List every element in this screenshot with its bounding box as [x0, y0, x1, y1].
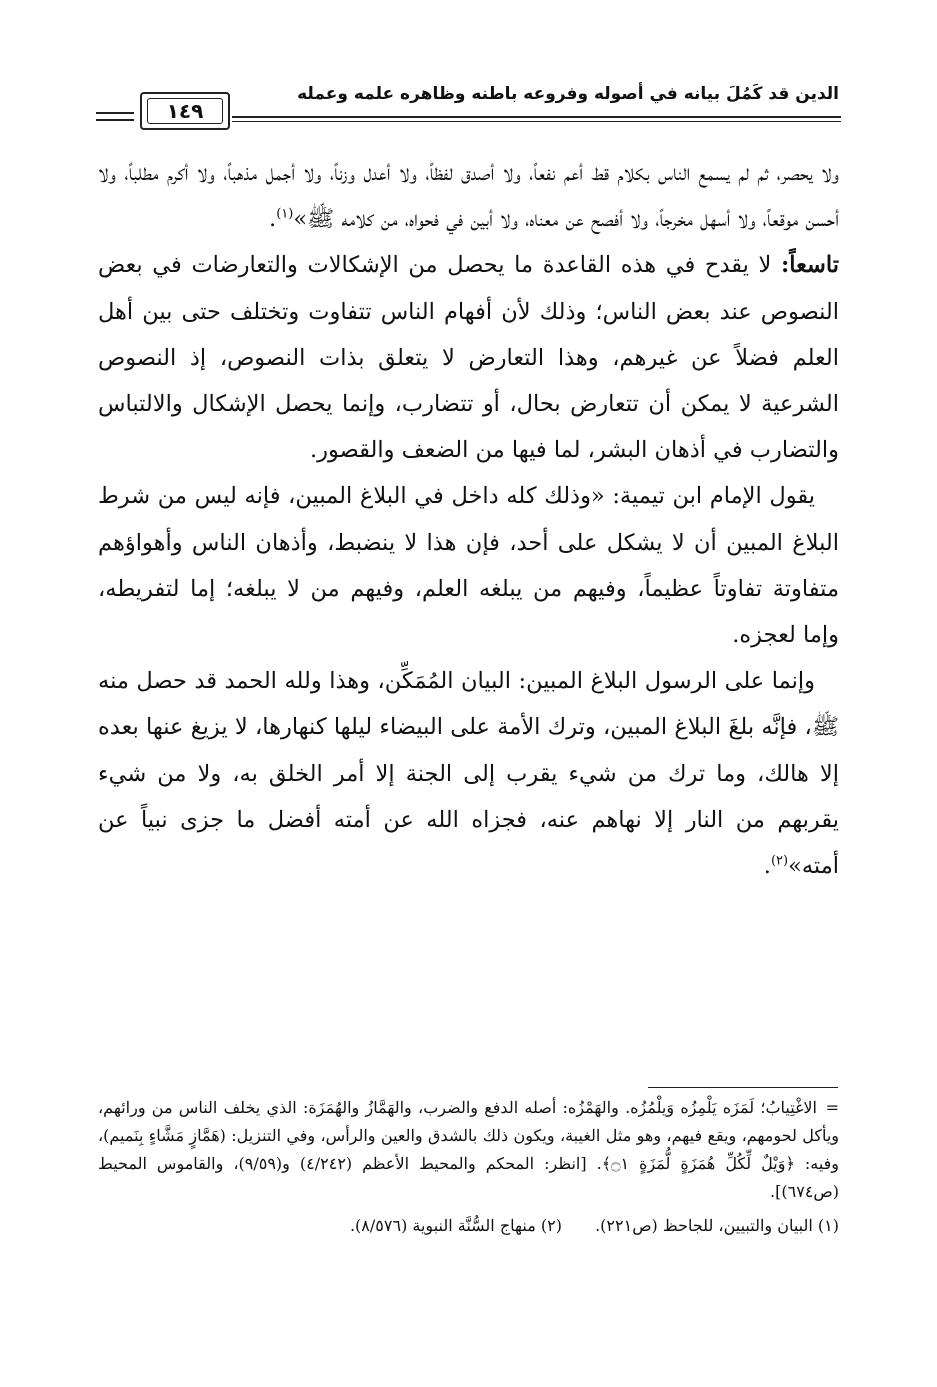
paragraph-4-end: .: [763, 853, 771, 880]
continuation-marker: =: [825, 1098, 839, 1117]
footnote-2: [350, 1216, 562, 1235]
paragraph-3: يقول الإمام ابن تيمية: «وذلك كله داخل في البلاغ المبين، فإنه ليس من شرط البلاغ المبين أن لا يشكل على أحد، فإن هذا لا ينضبط، وأذهان الناس وأهواؤهم متفاوتة تفاوتاً عظيماً، وفيهم من يبلغه العلم، وفيهم من لا يبلغه؛ إما لتفريطه، وإما لعجزه.: [98, 483, 839, 649]
footnote-2-text: منهاج السُّنَّة النبوية (٨/٥٧٦).: [349, 1216, 536, 1235]
paragraph-1-end: .: [269, 206, 277, 233]
header-rule: [232, 116, 841, 122]
footnote-ref-1: (١): [276, 206, 294, 222]
paragraph-2-text: لا يقدح في هذه القاعدة ما يحصل من الإشكالات والتعارضات في بعض النصوص عند بعض الناس؛ وذلك لأن أفهام الناس تتفاوت وتختلف حتى بين أهل العلم فضلاً عن غيرهم، وهذا التعارض لا يتعلق بذات النصوص، إذ النصوص الشرعية لا يمكن أن تتعارض بحال، أو تتضارب، وإنما يحصل الإشكال والالتباس والتضارب في أذهان البشر، لما فيها من الضعف والقصور.: [98, 252, 839, 464]
paragraph-4: [98, 658, 839, 889]
page-number-frame: [140, 92, 230, 130]
footnote-1-text: البيان والتبيين، للجاحظ (ص٢٢١).: [595, 1216, 813, 1235]
footnote-continuation: [98, 1094, 839, 1206]
running-title: الدين قد كَمُلَ بيانه في أصوله وفروعه باطنه وظاهره علمه وعمله: [297, 84, 839, 104]
point-heading: تاسعاً:: [781, 252, 839, 279]
paragraph-1: [98, 150, 839, 242]
header-left-rule: [96, 112, 134, 121]
page-number: ١٤٩: [147, 98, 223, 124]
footnote-separator: [648, 1087, 838, 1088]
paragraph-1-text: ولا يحصر، ثم لم يسمع الناس بكلام قط أعم نفعاً، ولا أصدق لفظاً، ولا أعدل وزناً، ولا أجمل مذهباً، ولا أكرم مطلباً، ولا أحسن موقعاً، ولا أسهل مخرجاً، ولا أفصح عن معناه، ولا أبين في فحواه، من كلامه ﷺ»: [98, 160, 839, 233]
footnote-ref-2: (٢): [770, 853, 789, 869]
paragraph-2: [98, 242, 839, 473]
main-text: [98, 150, 839, 889]
paragraph-4-text: وإنما على الرسول البلاغ المبين: البيان المُمَكِّن، وهذا ولله الحمد قد حصل منه ﷺ، فإنَّه بلغَ البلاغ المبين، وترك الأمة على البيضاء ليلها كنهارها، لا يزيغ عنها بعده إلا هالك، وما ترك من شيء يقرب إلى الجنة إلا أمر الخلق به، ولا من شيء يقربهم من النار إلا نهاهم عنه، فجزاه الله عن أمته أفضل ما جزى نبياً عن أمته»: [98, 668, 839, 880]
footnote-continuation-text: الاغْتِيابُ؛ لَمَزَه يَلْمِزُه وَيلْمُزُه. والهَمْزُه: أصله الدفع والضرب، والهَمَّازُ والهُمَزَة: الذي يخلف الناس من ورائهم، ويأكل لحومهم، ويقع فيهم، وهو مثل الغيبة، ويكون ذلك بالشدق والعين والرأس، وفي التنزيل: (هَمَّازٍ مَشَّاءٍ بِنَميم)، وفيه: ﴿وَيْلٌ لِّكُلِّ هُمَزَةٍ لُّمَزَةٍ ۝١﴾. [انظر: المحكم والمحيط الأعظم (٤/٢٤٢) و(٩/٥٩)، والقاموس المحيط (ص٦٧٤)].: [98, 1098, 840, 1201]
footnote-1-number: (١): [817, 1216, 839, 1235]
footnote-2-number: (٢): [540, 1216, 562, 1235]
footnote-list: [98, 1212, 839, 1240]
footnotes: [98, 1094, 839, 1240]
footnote-1: [595, 1216, 839, 1235]
